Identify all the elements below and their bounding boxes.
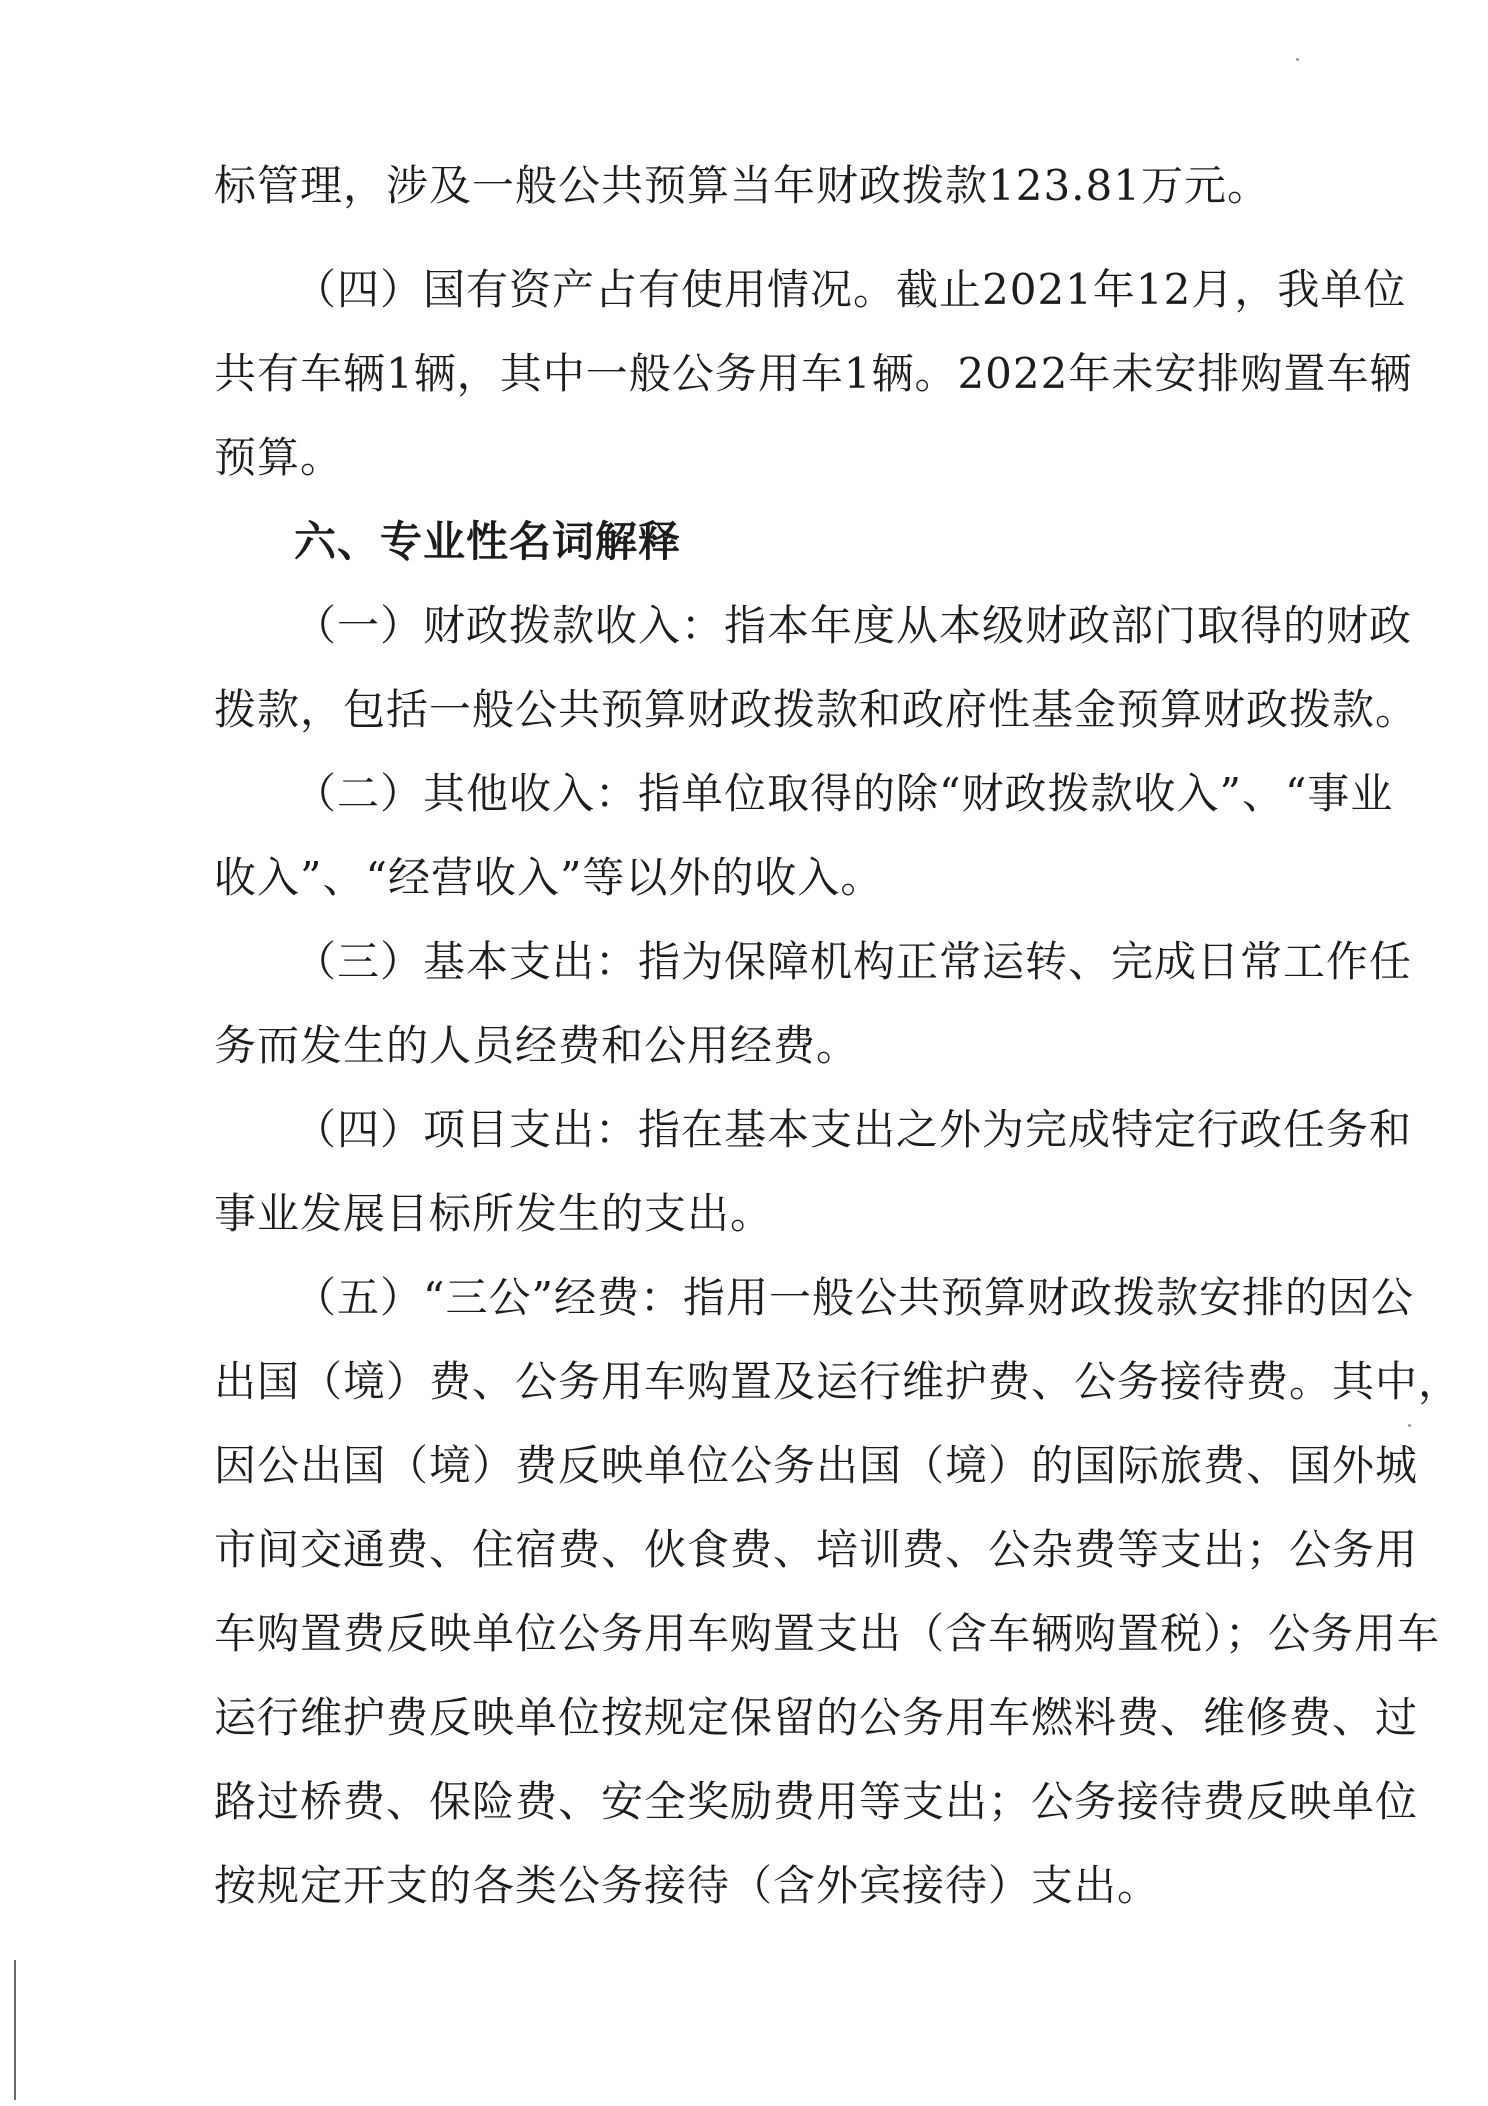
section-heading: 六、专业性名词解释 xyxy=(294,517,682,566)
paragraph-line: （二）其他收入：指单位取得的除“财政拨款收入”、“事业 xyxy=(294,769,1394,818)
paragraph-line: （四）项目支出：指在基本支出之外为完成特定行政任务和 xyxy=(294,1105,1413,1154)
paragraph-line: （五）“三公”经费：指用一般公共预算财政拨款安排的因公 xyxy=(294,1273,1414,1322)
paragraph-line: 收入”、“经营收入”等以外的收入。 xyxy=(214,853,884,902)
paragraph-line: 车购置费反映单位公务用车购置支出（含车辆购置税）；公务用车 xyxy=(214,1609,1441,1658)
paragraph-line: 因公出国（境）费反映单位公务出国（境）的国际旅费、国外城 xyxy=(214,1441,1419,1490)
paragraph-line: 标管理，涉及一般公共预算当年财政拨款123.81万元。 xyxy=(214,161,1270,210)
scan-speck xyxy=(1296,58,1299,61)
paragraph-line: 运行维护费反映单位按规定保留的公务用车燃料费、维修费、过 xyxy=(214,1693,1419,1742)
paragraph-line: 事业发展目标所发生的支出。 xyxy=(214,1189,774,1238)
scan-edge-mark xyxy=(14,1960,16,2100)
paragraph-line: 务而发生的人员经费和公用经费。 xyxy=(214,1021,860,1070)
paragraph-line: 拨款，包括一般公共预算财政拨款和政府性基金预算财政拨款。 xyxy=(214,685,1419,734)
paragraph-line: 路过桥费、保险费、安全奖励费用等支出；公务接待费反映单位 xyxy=(214,1777,1419,1826)
paragraph-line: （一）财政拨款收入：指本年度从本级财政部门取得的财政 xyxy=(294,601,1413,650)
paragraph-line: （四）国有资产占有使用情况。截止2021年12月，我单位 xyxy=(294,265,1407,314)
paragraph-line: 市间交通费、住宿费、伙食费、培训费、公杂费等支出；公务用 xyxy=(214,1525,1419,1574)
paragraph-line: （三）基本支出：指为保障机构正常运转、完成日常工作任 xyxy=(294,937,1413,986)
paragraph-line: 按规定开支的各类公务接待（含外宾接待）支出。 xyxy=(214,1861,1161,1910)
paragraph-line: 共有车辆1辆，其中一般公务用车1辆。2022年未安排购置车辆 xyxy=(214,349,1413,398)
paragraph-line: 预算。 xyxy=(214,433,344,482)
paragraph-line: 出国（境）费、公务用车购置及运行维护费、公务接待费。其中， xyxy=(214,1357,1462,1406)
scan-speck xyxy=(1408,1424,1411,1427)
